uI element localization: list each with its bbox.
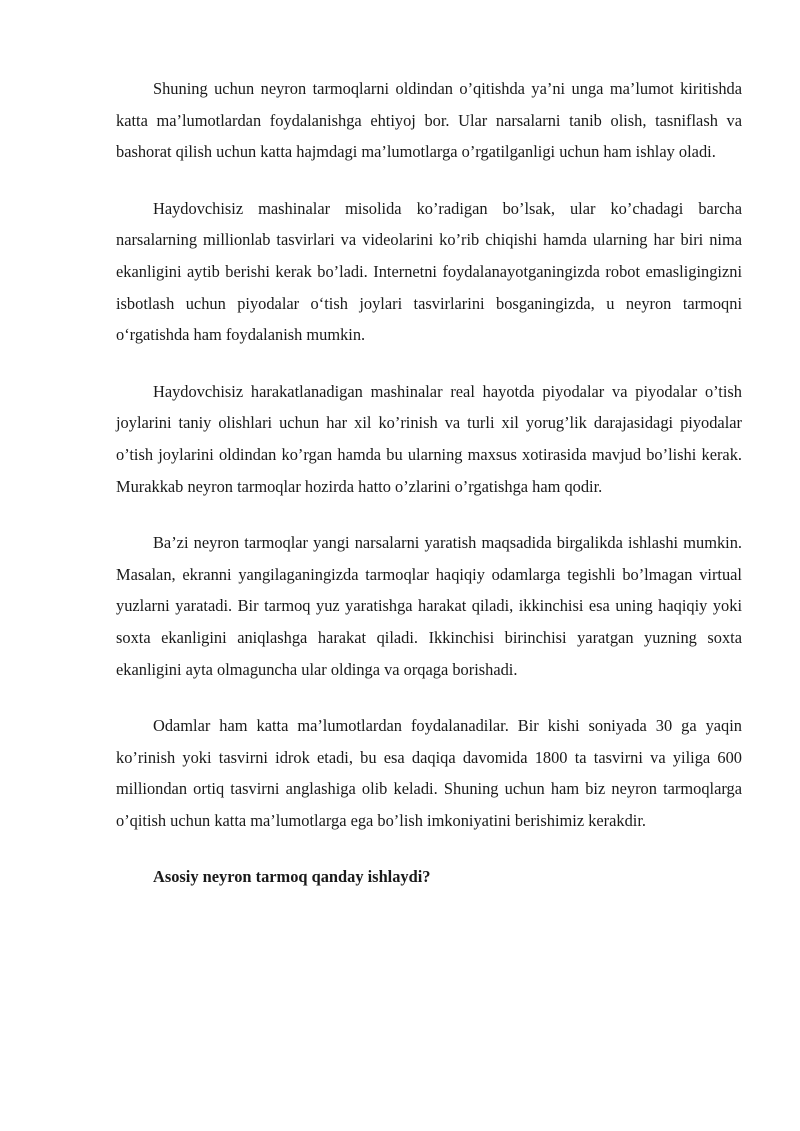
paragraph-pedestrian-crossings: Haydovchisiz harakatlanadigan mashinalar real hayotda piyodalar va piyodalar o’tish joylarini taniy olishlari uchun har xil ko’rinish va turli xil yorug’lik darajasidagi piyodalar o’tish joylarini oldindan ko’rgan hamda bu ularning maxsus xotirasida mavjud bo’lishi kerak. Murakkab neyron tarmoqlar hozirda hatto o’zlarini o’rgatishga ham qodir. — [116, 381, 742, 496]
paragraph-human-perception: Odamlar ham katta ma’lumotlardan foydalanadilar. Bir kishi soniyada 30 ga yaqin ko’rinish yoki tasvirni idrok etadi, bu esa daqiqa davomida 1800 ta tasvirni va yiliga 600 milliondan ortiq tasvirni anglashiga olib keladi. Shuning uchun ham biz neyron tarmoqlarga o’qitish uchun katta ma’lumotlarga ega bo’lish imkoniyatini berishimiz kerakdir. — [116, 716, 742, 830]
document-body — [116, 73, 742, 893]
section-heading: Asosiy neyron tarmoq qanday ishlaydi? — [153, 867, 431, 887]
paragraph-generative-networks: Ba’zi neyron tarmoqlar yangi narsalarni yaratish maqsadida birgalikda ishlashi mumkin. Masalan, ekranni yangilaganingizda tarmoqlar haqiqiy odamlarga tegishli bo’lmagan virtual yuzlarni yaratadi. Bir tarmoq yuz yaratishga harakat qiladi, ikkinchisi esa uning haqiqiy yoki soxta ekanligini aniqlashga harakat qiladi. Ikkinchisi birinchisi yaratgan yuzning soxta ekanligini ayta olmaguncha ular oldinga va orqaga borishadi. — [116, 533, 742, 679]
paragraph-training-data: Shuning uchun neyron tarmoqlarni oldindan o’qitishda ya’ni unga ma’lumot kiritishda katta ma’lumotlardan foydalanishga ehtiyoj bor. Ular narsalarni tanib olish, tasniflash va bashorat qilish uchun katta hajmdagi ma’lumotlarga o’rgatilganligi uchun ham ishlay oladi. — [116, 79, 742, 162]
paragraph-driverless-cars: Haydovchisiz mashinalar misolida ko’radigan bo’lsak, ular ko’chadagi barcha narsalarning millionlab tasvirlari va videolarini ko’rib chiqishi hamda ularning har biri nima ekanligini aytib berishi kerak bo’ladi. Internetni foydalanayotganingizda robot emasligingizni isbotlash uchun piyodalar o‘tish joylari tasvirlarini bosganingizda, u neyron tarmoqni o‘rgatishda ham foydalanish mumkin. — [116, 198, 742, 345]
